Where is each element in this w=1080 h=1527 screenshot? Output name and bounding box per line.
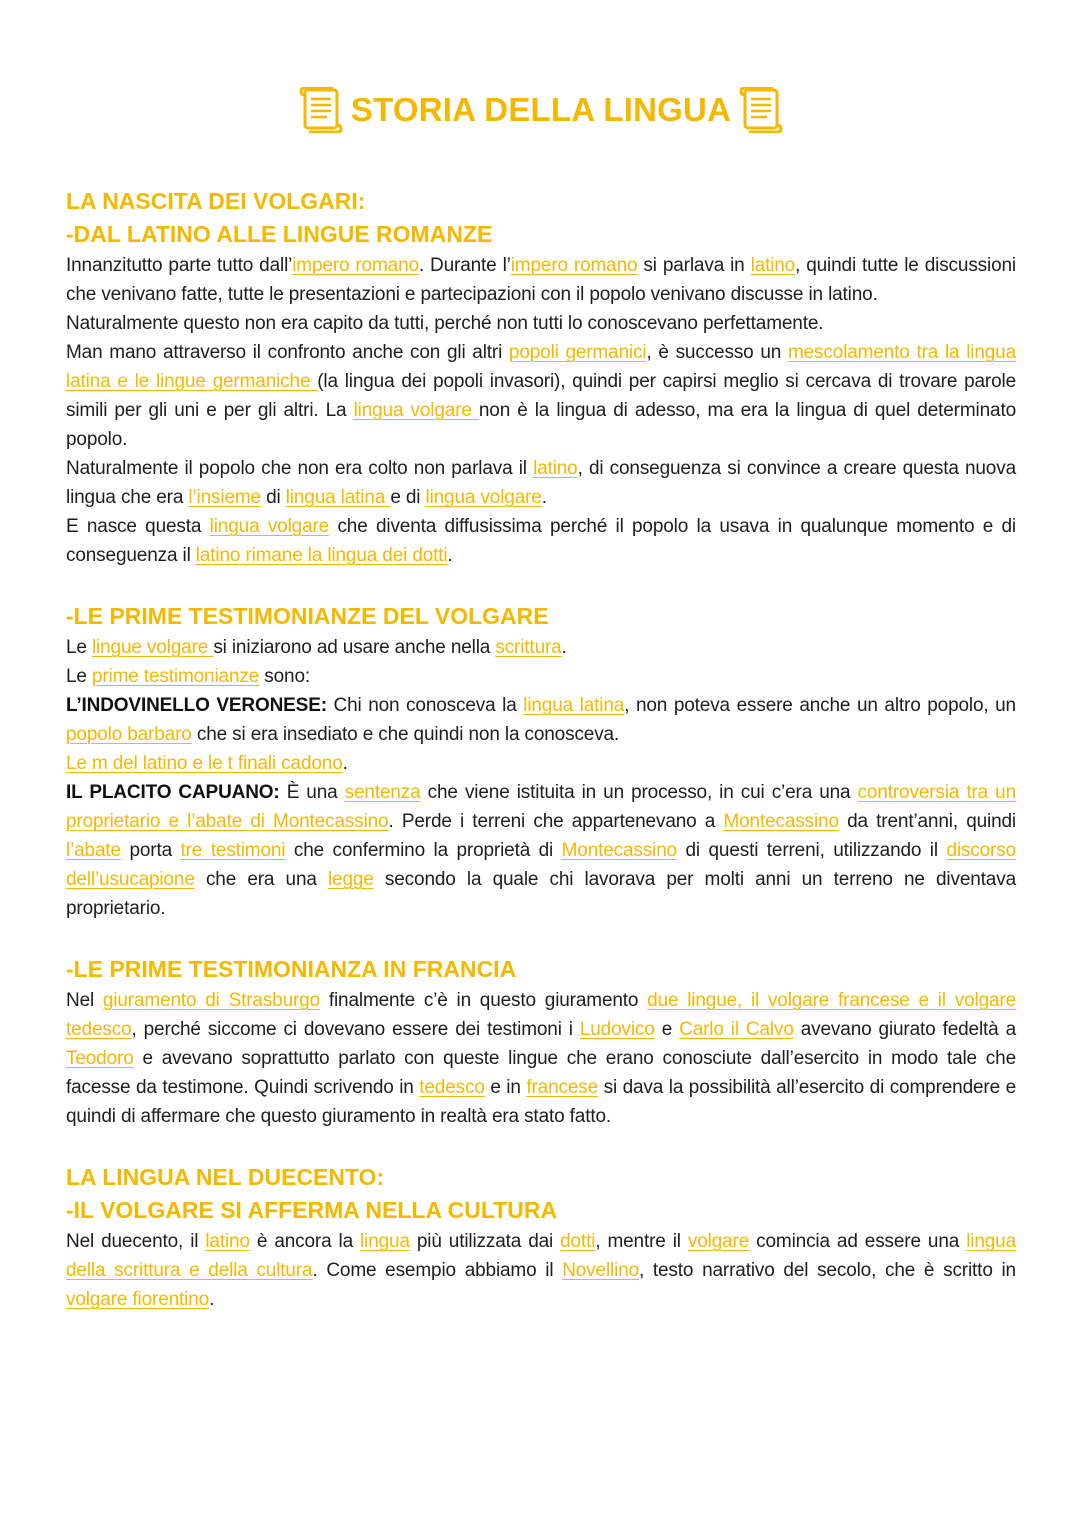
highlight-term: lingua latina: [285, 487, 391, 508]
text-run: è ancora la: [249, 1231, 361, 1252]
text-run: .: [342, 753, 348, 774]
highlight-term: l’insieme: [188, 487, 261, 508]
text-run: È una: [279, 782, 345, 803]
document-page: [66, 84, 1016, 1314]
paragraph: [66, 749, 1016, 778]
section-heading: LA NASCITA DEI VOLGARI:: [66, 188, 366, 214]
paragraph: [66, 633, 1016, 662]
text-run: , di conseguenza si convince a creare questa nuova lingua che era: [66, 458, 1016, 508]
highlight-term: tre testimoni: [180, 840, 286, 861]
highlight-term: giuramento di Strasburgo: [102, 990, 321, 1011]
highlight-term: volgare fiorentino: [66, 1289, 210, 1310]
document-title: [66, 84, 1016, 136]
paragraph: [66, 691, 1016, 749]
highlight-term: prime testimonianze: [91, 666, 260, 687]
text-run: Nel: [66, 990, 103, 1011]
text-run: Le: [66, 637, 92, 658]
text-run: , testo narrativo del secolo, che è scritto in: [639, 1260, 1016, 1281]
text-run: E nasce questa: [66, 516, 210, 537]
highlight-term: francese: [526, 1077, 599, 1098]
highlight-term: latino: [750, 255, 796, 276]
highlight-term: Ludovico: [579, 1019, 655, 1040]
text-run: e avevano soprattutto parlato con queste lingue che erano conosciute dall’esercito in modo tale che facesse da testimone. Quindi scrivendo in: [66, 1048, 1016, 1098]
text-run: e di: [390, 487, 426, 508]
highlight-term: latino: [533, 458, 578, 479]
text-run: che era una: [194, 869, 328, 890]
paragraph: [66, 454, 1016, 512]
paragraph: [66, 662, 1016, 691]
text-run: . Come esempio abbiamo il: [312, 1260, 563, 1281]
text-run: non è la lingua di adesso, ma era la lingua di quel determinato popolo.: [66, 400, 1016, 450]
text-run: di: [260, 487, 286, 508]
highlight-term: lingua: [360, 1231, 410, 1252]
text-run: comincia ad essere una: [749, 1231, 967, 1252]
highlight-term: volgare: [687, 1231, 750, 1252]
text-run: , quindi tutte le discussioni che venivano fatte, tutte le presentazioni e partecipazioni con il popolo venivano discusse in latino.: [66, 255, 1016, 305]
paragraph: [66, 338, 1016, 454]
text-run: sono:: [259, 666, 310, 687]
highlight-term: popoli germanici: [508, 342, 647, 363]
highlight-term: lingua volgare: [353, 400, 479, 421]
scroll-icon: [739, 87, 783, 133]
highlight-term: lingua della scrittura e della cultura: [66, 1231, 1016, 1281]
highlight-term: impero romano: [292, 255, 419, 276]
highlight-term: popolo barbaro: [66, 724, 192, 745]
text-run: da trent’anni, quindi: [838, 811, 1016, 832]
highlight-term: controversia tra un proprietario e l’abate di Montecassino: [66, 782, 1016, 832]
text-run: secondo la quale chi lavorava per molti anni un terreno ne diventava proprietario.: [66, 869, 1016, 919]
text-run: . Durante l’: [418, 255, 511, 276]
bold-label: L’INDOVINELLO VERONESE:: [66, 695, 327, 716]
highlight-term: Carlo il Calvo: [679, 1019, 794, 1040]
text-run: finalmente c’è in questo giuramento: [320, 990, 648, 1011]
paragraph: [66, 1227, 1016, 1314]
text-run: Nel duecento, il: [66, 1231, 206, 1252]
highlight-term: lingua latina: [523, 695, 625, 716]
text-run: Le: [66, 666, 92, 687]
section-subheading: -LE PRIME TESTIMONIANZA IN FRANCIA: [66, 956, 517, 982]
paragraph: [66, 986, 1016, 1131]
highlight-term: l’abate: [66, 840, 121, 861]
paragraph: [66, 512, 1016, 570]
text-run: Naturalmente il popolo che non era colto non parlava il: [66, 458, 534, 479]
section-francia: [66, 953, 1016, 1131]
text-run: , è successo un: [646, 342, 788, 363]
text-run: si parlava in: [637, 255, 751, 276]
page-title: STORIA DELLA LINGUA: [350, 91, 732, 128]
highlight-term: scrittura: [495, 637, 562, 658]
highlight-term: Novellino: [562, 1260, 639, 1281]
text-run: .: [541, 487, 547, 508]
highlight-term: tedesco: [419, 1077, 485, 1098]
highlight-term: dotti: [560, 1231, 596, 1252]
highlight-term: Le m del latino e le t finali cadono: [66, 753, 343, 774]
highlight-term: mescolamento tra la lingua latina e le lingue germaniche: [66, 342, 1017, 392]
text-run: che viene istituita in un processo, in cui c’era una: [420, 782, 858, 803]
text-run: Innanzitutto parte tutto dall’: [66, 255, 293, 276]
text-run: più utilizzata dai: [409, 1231, 561, 1252]
paragraph: Naturalmente questo non era capito da tutti, perché non tutti lo conoscevano perfettamente.: [66, 313, 824, 334]
highlight-term: lingua volgare: [425, 487, 542, 508]
highlight-term: Montecassino: [723, 811, 839, 832]
section-nascita-volgari: [66, 185, 1016, 570]
text-run: di questi terreni, utilizzando il: [677, 840, 947, 861]
text-run: (la lingua dei popoli invasori), quindi per capirsi meglio si cercava di trovare parole simili per gli uni e per gli altri. La: [66, 371, 1016, 421]
highlight-term: lingue volgare: [91, 637, 214, 658]
highlight-term: legge: [327, 869, 374, 890]
bold-label: IL PLACITO CAPUANO:: [66, 782, 280, 803]
highlight-term: Montecassino: [561, 840, 678, 861]
highlight-term: due lingue, il volgare francese e il volgare tedesco: [66, 990, 1017, 1040]
section-subheading: -IL VOLGARE SI AFFERMA NELLA CULTURA: [66, 1197, 558, 1223]
text-run: si iniziarono ad usare anche nella: [213, 637, 496, 658]
text-run: , perché siccome ci dovevano essere dei testimoni i: [131, 1019, 580, 1040]
scroll-icon: [299, 87, 343, 133]
paragraph: [66, 251, 1016, 309]
highlight-term: Teodoro: [66, 1048, 134, 1069]
highlight-term: latino rimane la lingua dei dotti: [195, 545, 448, 566]
text-run: avevano giurato fedeltà a: [793, 1019, 1016, 1040]
text-run: , mentre il: [595, 1231, 688, 1252]
text-run: e in: [484, 1077, 527, 1098]
highlight-term: discorso dell’usucapione: [66, 840, 1017, 890]
section-duecento: [66, 1161, 1016, 1314]
highlight-term: latino: [205, 1231, 250, 1252]
highlight-term: lingua volgare: [209, 516, 330, 537]
text-run: e: [654, 1019, 680, 1040]
text-run: , non poteva essere anche un altro popolo, un: [624, 695, 1016, 716]
text-run: . Perde i terreni che appartenevano a: [388, 811, 724, 832]
text-run: .: [209, 1289, 215, 1310]
text-run: Chi non conosceva la: [326, 695, 524, 716]
section-heading: LA LINGUA NEL DUECENTO:: [66, 1164, 385, 1190]
text-run: che si era insediato e che quindi non la conosceva.: [191, 724, 620, 745]
paragraph: [66, 778, 1016, 923]
section-subheading: -LE PRIME TESTIMONIANZE DEL VOLGARE: [66, 603, 549, 629]
text-run: si dava la possibilità all’esercito di comprendere e quindi di affermare che questo giuramento in realtà era stato fatto.: [66, 1077, 1016, 1127]
text-run: .: [447, 545, 453, 566]
section-subheading: -DAL LATINO ALLE LINGUE ROMANZE: [66, 221, 493, 247]
text-run: che confermino la proprietà di: [285, 840, 562, 861]
text-run: .: [561, 637, 567, 658]
highlight-term: impero romano: [510, 255, 638, 276]
text-run: porta: [120, 840, 181, 861]
section-prime-testimonianze: [66, 600, 1016, 923]
text-run: che diventa diffusissima perché il popolo la usava in qualunque momento e di conseguenza il: [66, 516, 1016, 566]
highlight-term: sentenza: [344, 782, 421, 803]
text-run: Man mano attraverso il confronto anche con gli altri: [66, 342, 509, 363]
